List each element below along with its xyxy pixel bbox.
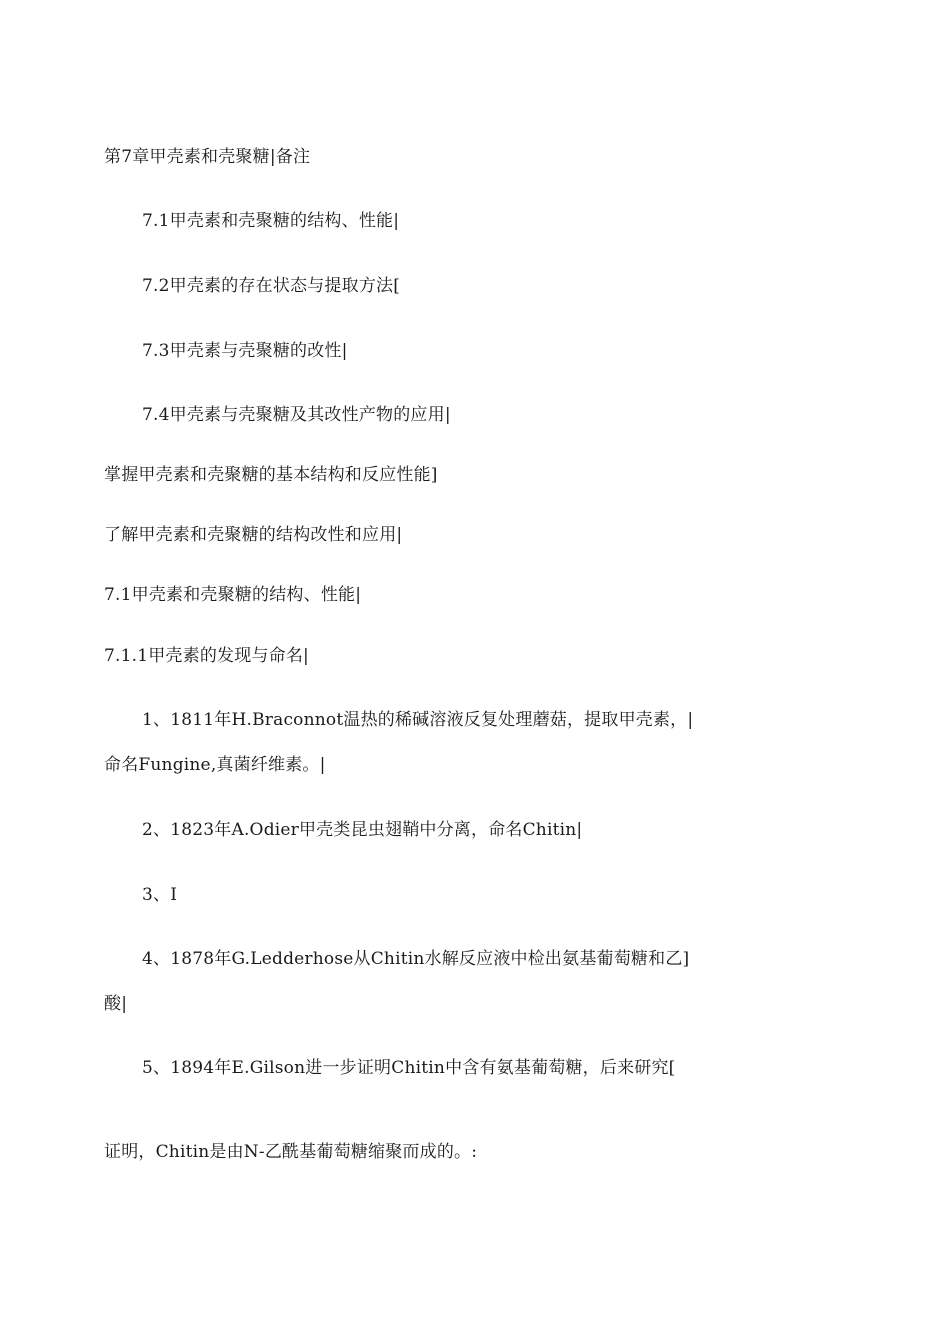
- history-paragraph-line: 5、1894年E.Gilson进一步证明Chitin中含有氨基葡萄糖，后来研究[: [142, 1058, 676, 1078]
- toc-item: 7.3甲壳素与壳聚糖的改性|: [142, 341, 348, 361]
- toc-item: 7.4甲壳素与壳聚糖及其改性产物的应用|: [142, 405, 451, 425]
- history-paragraph-line: 1、1811年H.Braconnot温热的稀碱溶液反复处理蘑菇，提取甲壳素，|: [142, 710, 694, 730]
- history-paragraph-line: 2、1823年A.Odier甲壳类昆虫翅鞘中分离，命名Chitin|: [142, 820, 583, 840]
- objective-item: 掌握甲壳素和壳聚糖的基本结构和反应性能]: [104, 465, 438, 485]
- toc-item: 7.2甲壳素的存在状态与提取方法[: [142, 276, 401, 296]
- toc-item: 7.1甲壳素和壳聚糖的结构、性能|: [142, 211, 400, 231]
- history-paragraph-line: 4、1878年G.Ledderhose从Chitin水解反应液中检出氨基葡萄糖和乙]: [142, 949, 690, 969]
- chapter-title: 第7章甲壳素和壳聚糖|备注: [104, 147, 311, 167]
- history-paragraph-line: 3、I: [142, 885, 178, 905]
- objective-item: 了解甲壳素和壳聚糖的结构改性和应用|: [104, 525, 403, 545]
- history-paragraph-line: 证明，Chitin是由N-乙酰基葡萄糖缩聚而成的。:: [104, 1142, 478, 1162]
- history-paragraph-line: 命名Fungine,真菌纤维素。|: [104, 755, 326, 775]
- subsection-heading: 7.1.1甲壳素的发现与命名|: [104, 646, 309, 666]
- history-paragraph-line: 酸|: [104, 994, 128, 1014]
- section-heading: 7.1甲壳素和壳聚糖的结构、性能|: [104, 585, 362, 605]
